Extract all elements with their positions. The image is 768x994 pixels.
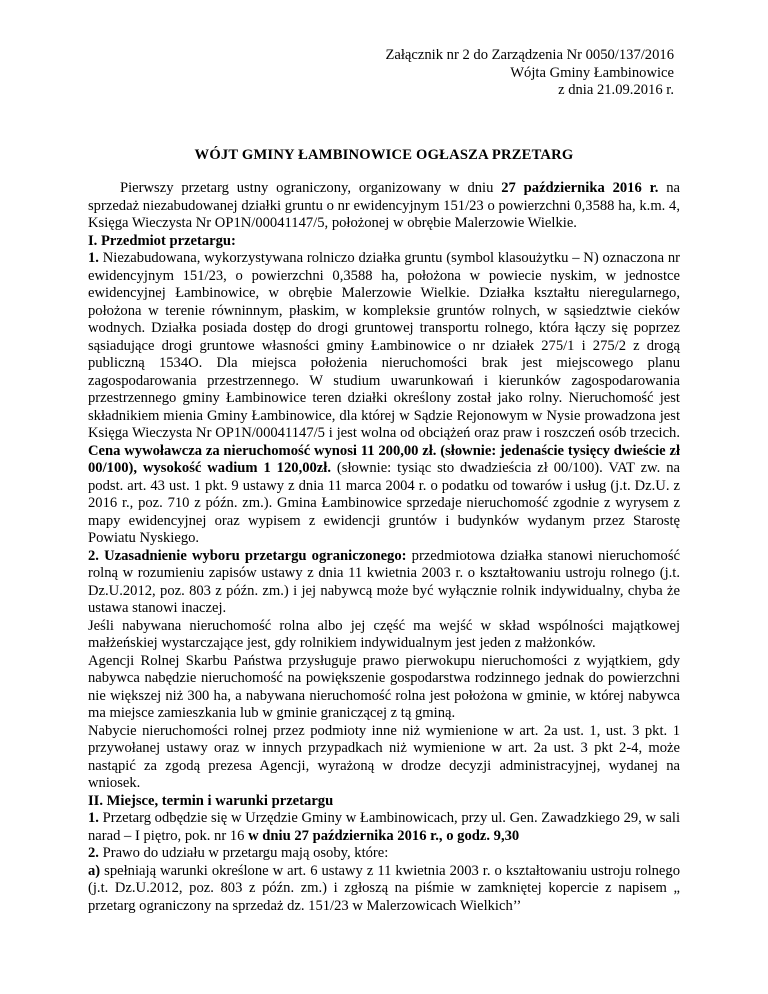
section-1-paragraph-5: Nabycie nieruchomości rolnej przez podmioty inne niż wymienione w art. 2a ust. 1, ust. 3 pkt. 1 przywołanej ustawy oraz w innych przypadkach niż wymienione w art. 2a ust. 3 pkt 2-4, może nastąpić za zgodą prezesa Agencji, wyrażoną w drodze decyzji administracyjnej, wydanej na wniosek. <box>88 722 680 791</box>
header-line-2: Wójta Gminy Łambinowice <box>510 64 674 81</box>
price-statement: Cena wywoławcza za nieruchomość wynosi 11 200,00 zł. (słownie: jedenaście tysięcy dwieście zł 00/100), wysokość wadium 1 120,00zł. <box>88 442 680 476</box>
intro-paragraph <box>88 180 680 233</box>
section-2-item-a <box>88 863 680 916</box>
section-1-item-2 <box>88 548 680 618</box>
intro-text-b: na sprzedaż niezabudowanej działki gruntu o nr ewidencyjnym 151/23 o powierzchni 0,3588 ha, k.m. 4, Księga Wieczysta Nr OP1N/00041147/5, położonej w obrębie Malerzowie Wielkie. <box>88 180 680 231</box>
intro-date: 27 października 2016 r. <box>501 180 659 196</box>
attachment-header <box>385 47 674 100</box>
item-text: Prawo do udziału w przetargu mają osoby, które: <box>98 845 389 861</box>
justification-heading: 2. Uzasadnienie wyboru przetargu ograniczonego: <box>88 547 407 564</box>
document-body <box>88 180 680 915</box>
section-1-heading: I. Przedmiot przetargu: <box>88 232 236 249</box>
item-text: Przetarg odbędzie się w Urzędzie Gminy w Łambinowicach, przy ul. Gen. Zawadzkiego 29, w sali narad – I piętro, pok. nr 16 <box>88 810 680 844</box>
item-text: spełniają warunki określone w art. 6 ustawy z 11 kwietnia 2003 r. o kształtowaniu ustroju rolnego (j.t. Dz.U.2012, poz. 803 z późn. zm.) i zgłoszą na piśmie w zamkniętej kopercie z napisem „ przetarg ograniczony na sprzedaż dz. 151/23 w Malerzowicach Wielkich’’ <box>88 862 680 914</box>
item-label: a) <box>88 862 101 879</box>
intro-text-a: Pierwszy przetarg ustny ograniczony, organizowany w dniu <box>120 180 502 196</box>
item-number: 1. <box>88 250 99 266</box>
item-text-2: (słownie: tysiąc sto dwadzieścia zł 00/100). VAT zw. na podst. art. 43 ust. 1 pkt. 9 ustawy z dnia 11 marca 2004 r. o podatku od towarów i usług (j.t. Dz.U. z 2016 r., poz. 710 z późn. zm.). Gmina Łambinowice sprzedaje nieruchomość zgodnie z wyrysem z mapy ewidencyjnej oraz wypisem z ewidencji gruntów i budynków wydanym przez Starostę Powiatu Nyskiego. <box>88 460 680 546</box>
header-line-1: Załącznik nr 2 do Zarządzenia Nr 0050/137/2016 <box>385 47 674 63</box>
item-number: 2. <box>88 845 99 861</box>
section-1-item-1 <box>88 250 680 548</box>
section-2-item-1 <box>88 810 680 845</box>
justification-text: przedmiotowa działka stanowi nieruchomość rolną w rozumieniu zapisów ustawy z dnia 11 kwietnia 2003 r. o kształtowaniu ustroju rolnego (j.t. Dz.U.2012, poz. 803 z późn. zm.) i jej nabywcą może być wyłącznie rolnik indywidualny, chyba że ustawa stanowi inaczej. <box>88 547 680 616</box>
section-2-heading: II. Miejsce, termin i warunki przetargu <box>88 792 334 809</box>
header-line-3: z dnia 21.09.2016 r. <box>558 82 674 98</box>
section-2-item-2 <box>88 845 680 863</box>
section-1-paragraph-3: Jeśli nabywana nieruchomość rolna albo jej część ma wejść w skład wspólności majątkowej małżeńskiej wystarczające jest, gdy rolnikiem indywidualnym jest jeden z małżonków. <box>88 617 680 651</box>
document-title: WÓJT GMINY ŁAMBINOWICE OGŁASZA PRZETARG <box>194 147 574 163</box>
section-1-paragraph-4: Agencji Rolnej Skarbu Państwa przysługuje prawo pierwokupu nieruchomości z wyjątkiem, gdy nabywca nabędzie nieruchomość na powiększenie gospodarstwa rodzinnego jednak do powierzchni nie większej niż 300 ha, a nabywana nieruchomość rolna jest położona w gminie, w której nabywca ma miejsce zamieszkania lub w gminie graniczącej z tą gminą. <box>88 652 680 721</box>
auction-date: w dniu 27 października 2016 r., o godz. 9,30 <box>248 827 520 844</box>
item-text: Niezabudowana, wykorzystywana rolniczo działka gruntu (symbol klasoużytku – N) oznaczona nr ewidencyjnym 151/23, o powierzchni 0,3588 ha, położona w powiecie nyskim, w jednostce ewidencyjnej Łambinowice, w obrębie Malerzowie Wielkie. Działka kształtu nieregularnego, położona w terenie równinnym, płaskim, w kompleksie gruntów rolnych, w sąsiedztwie cieków wodnych. Działka posiada dostęp do drogi gruntowej transportu rolnego, która łączy się poprzez sąsiadujące drogi gruntowe własności gminy Łambinowice o nr działek 275/1 i 275/2 z drogą publiczną 1534O. Dla miejsca położenia nieruchomości brak jest miejscowego planu zagospodarowania przestrzennego. W studium uwarunkowań i kierunków zagospodarowania przestrzennego gminy Łambinowice teren działki określony został jako rolny. Nieruchomość jest składnikiem mienia Gminy Łambinowice, dla której w Sądzie Rejonowym w Nysie prowadzona jest Księga Wieczysta Nr OP1N/00041147/5 i jest wolna od obciążeń oraz praw i roszczeń osób trzecich. <box>88 250 680 441</box>
item-number: 1. <box>88 810 99 826</box>
